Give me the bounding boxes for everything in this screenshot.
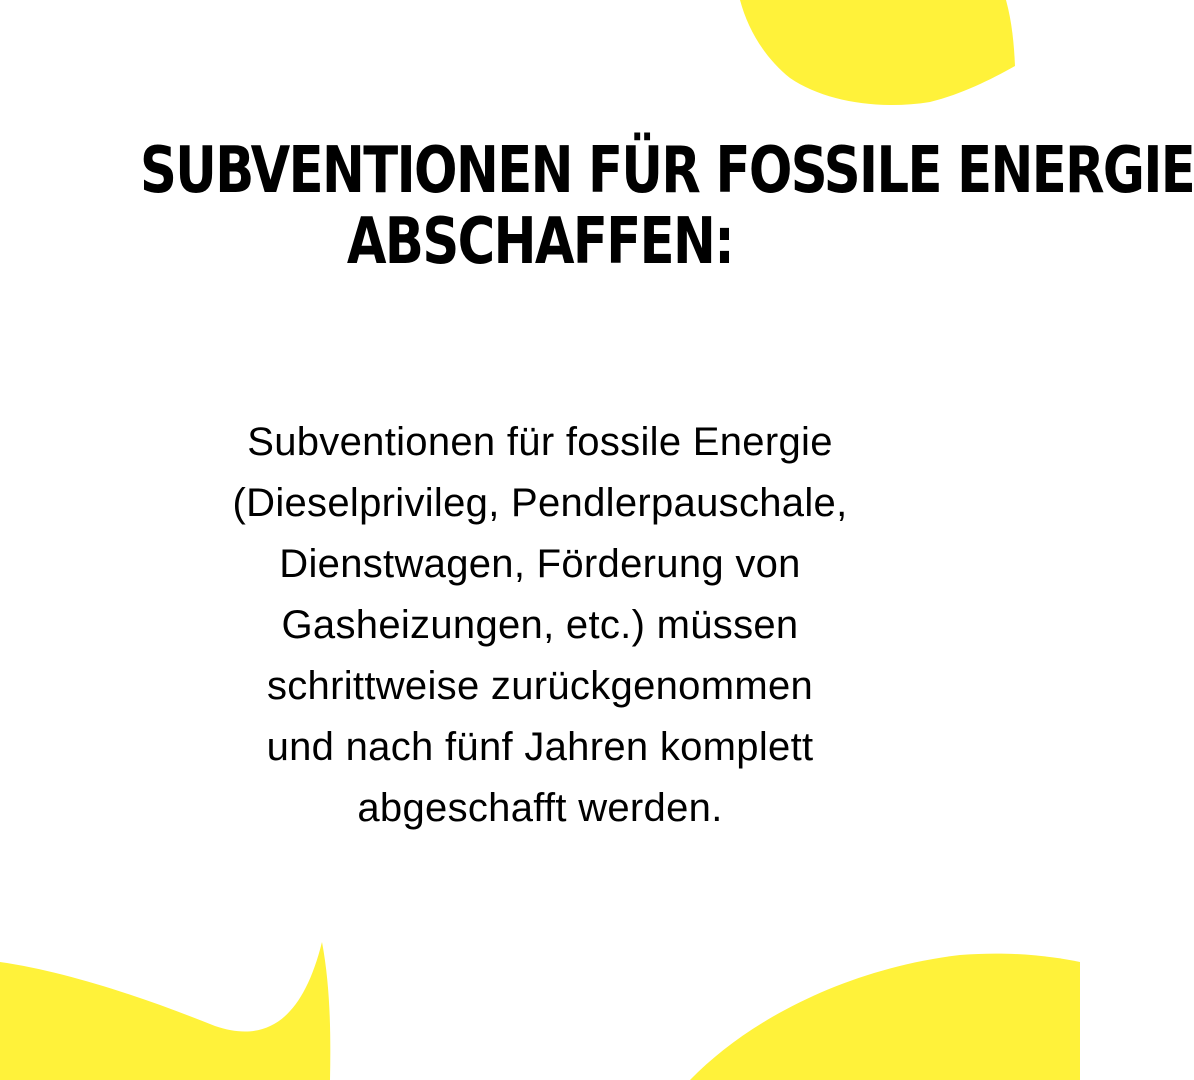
body-line-7: abgeschafft werden.: [357, 786, 723, 830]
body-line-1: Subventionen für fossile Energie: [247, 420, 833, 464]
headline: [140, 134, 1194, 279]
bottom-left-yellow-blob: [0, 942, 330, 1080]
body-line-2: (Dieselprivileg, Pendlerpauschale,: [232, 481, 848, 525]
body-line-3: Dienstwagen, Förderung von: [279, 542, 801, 586]
body-text: [110, 412, 970, 839]
headline-line-1: SUBVENTIONEN FÜR FOSSILE ENERGIE: [140, 134, 1194, 208]
body-line-6: und nach fünf Jahren komplett: [266, 725, 814, 769]
headline-line-2: ABSCHAFFEN:: [346, 205, 734, 279]
bottom-right-yellow-blob: [690, 954, 1080, 1080]
body-line-5: schrittweise zurückgenommen: [266, 664, 814, 708]
body-line-4: Gasheizungen, etc.) müssen: [281, 603, 799, 647]
top-right-yellow-blob: [740, 0, 1015, 105]
